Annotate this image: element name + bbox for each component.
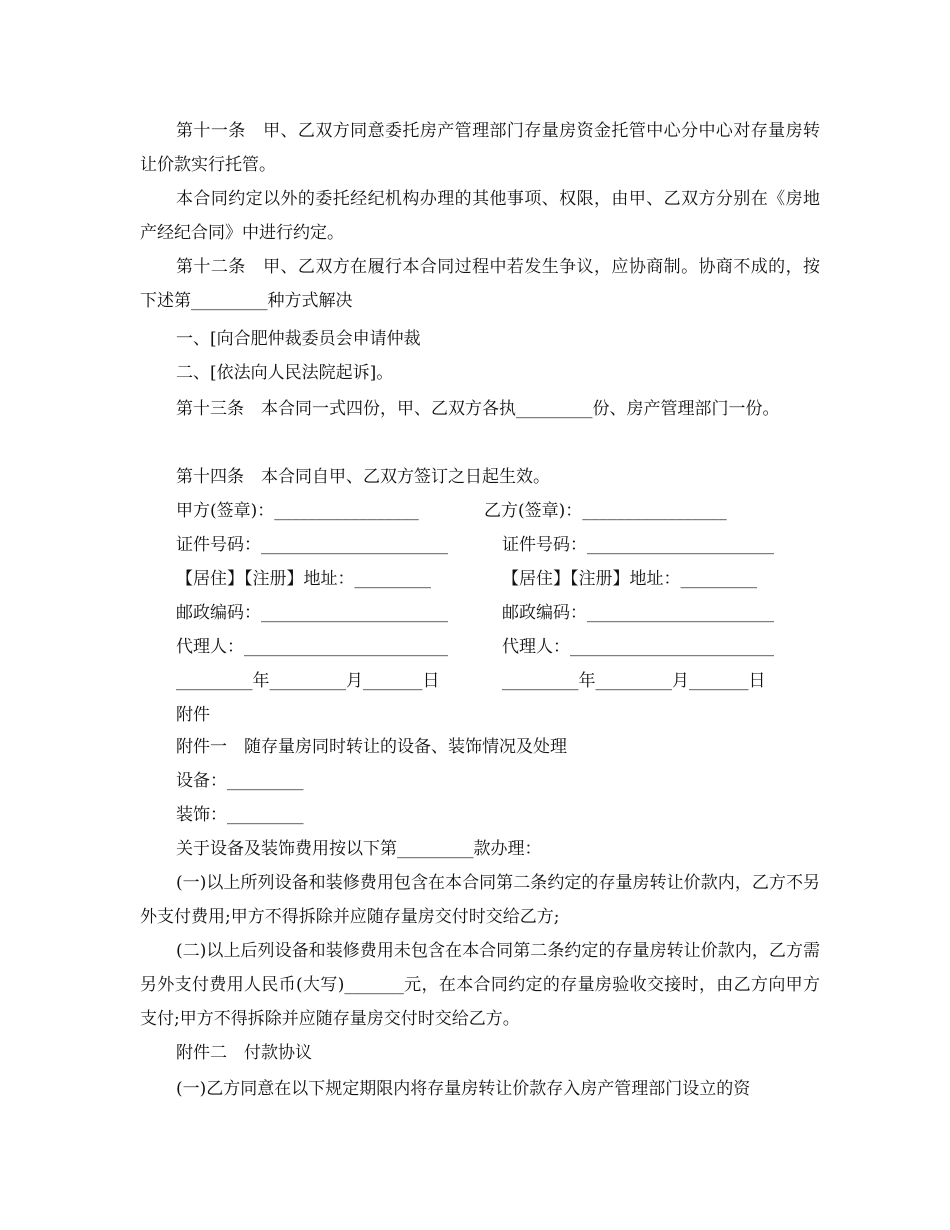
- article-13-paragraph: 第十三条 本合同一式四份，甲、乙双方各执_________份、房产管理部门一份。: [176, 399, 780, 419]
- attachment-1-equipment-line: 设备：_________: [176, 771, 304, 791]
- article-12-option-2: 二、[依法向人民法院起诉]。: [176, 363, 394, 383]
- article-12-paragraph: 第十二条 甲、乙双方在履行本合同过程中若发生争议，应协商制。协商不成的，按下述第_________种方式解决: [140, 257, 820, 311]
- attachment-1-decoration-line: 装饰：_________: [176, 805, 304, 825]
- article-11-paragraph: 第十一条 甲、乙双方同意委托房产管理部门存量房资金托管中心分中心对存量房转让价款实行托管。: [140, 121, 820, 175]
- attachment-1-item-2: (二)以上后列设备和装修费用未包含在本合同第二条约定的存量房转让价款内，乙方需另外支付费用人民币(大写)_______元，在本合同约定的存量房验收交接时，由乙方向甲方支付;甲方不得拆除并应随存量房交付时交给乙方。: [140, 941, 820, 1029]
- article-11-supplement-paragraph: 本合同约定以外的委托经纪机构办理的其他事项、权限，由甲、乙双方分别在《房地产经纪合同》中进行约定。: [140, 189, 820, 243]
- party-a-id-number-line: 证件号码：______________________: [176, 535, 448, 555]
- party-b-agent-line: 代理人：________________________: [502, 637, 774, 657]
- attachment-2-item-1: (一)乙方同意在以下规定期限内将存量房转让价款存入房产管理部门设立的资: [176, 1079, 751, 1099]
- attachment-heading: 附件: [176, 705, 210, 725]
- party-a-agent-line: 代理人：________________________: [176, 637, 448, 657]
- party-a-postcode-line: 邮政编码：______________________: [176, 603, 448, 623]
- party-a-date-line: _________年_________月_______日: [176, 671, 440, 691]
- party-b-date-line: _________年_________月_______日: [502, 671, 766, 691]
- party-b-signature-line: 乙方(签章)：_________________: [484, 501, 727, 521]
- attachment-1-title: 附件一 随存量房同时转让的设备、装饰情况及处理: [176, 737, 567, 757]
- attachment-1-item-1: (一)以上所列设备和装修费用包含在本合同第二条约定的存量房转让价款内，乙方不另外支付费用;甲方不得拆除并应随存量房交付时交给乙方;: [140, 873, 820, 927]
- party-a-signature-line: 甲方(签章)：_________________: [176, 501, 419, 521]
- attachment-1-fee-clause: 关于设备及装饰费用按以下第_________款办理：: [176, 839, 542, 859]
- party-b-id-number-line: 证件号码：______________________: [502, 535, 774, 555]
- attachment-2-title: 附件二 付款协议: [176, 1043, 312, 1063]
- article-14-paragraph: 第十四条 本合同自甲、乙双方签订之日起生效。: [176, 467, 550, 487]
- party-a-address-line: 【居住】【注册】地址：_________: [176, 569, 431, 589]
- article-12-option-1: 一、[向合肥仲裁委员会申请仲裁: [176, 329, 421, 349]
- party-b-postcode-line: 邮政编码：______________________: [502, 603, 774, 623]
- party-b-address-line: 【居住】【注册】地址：_________: [502, 569, 757, 589]
